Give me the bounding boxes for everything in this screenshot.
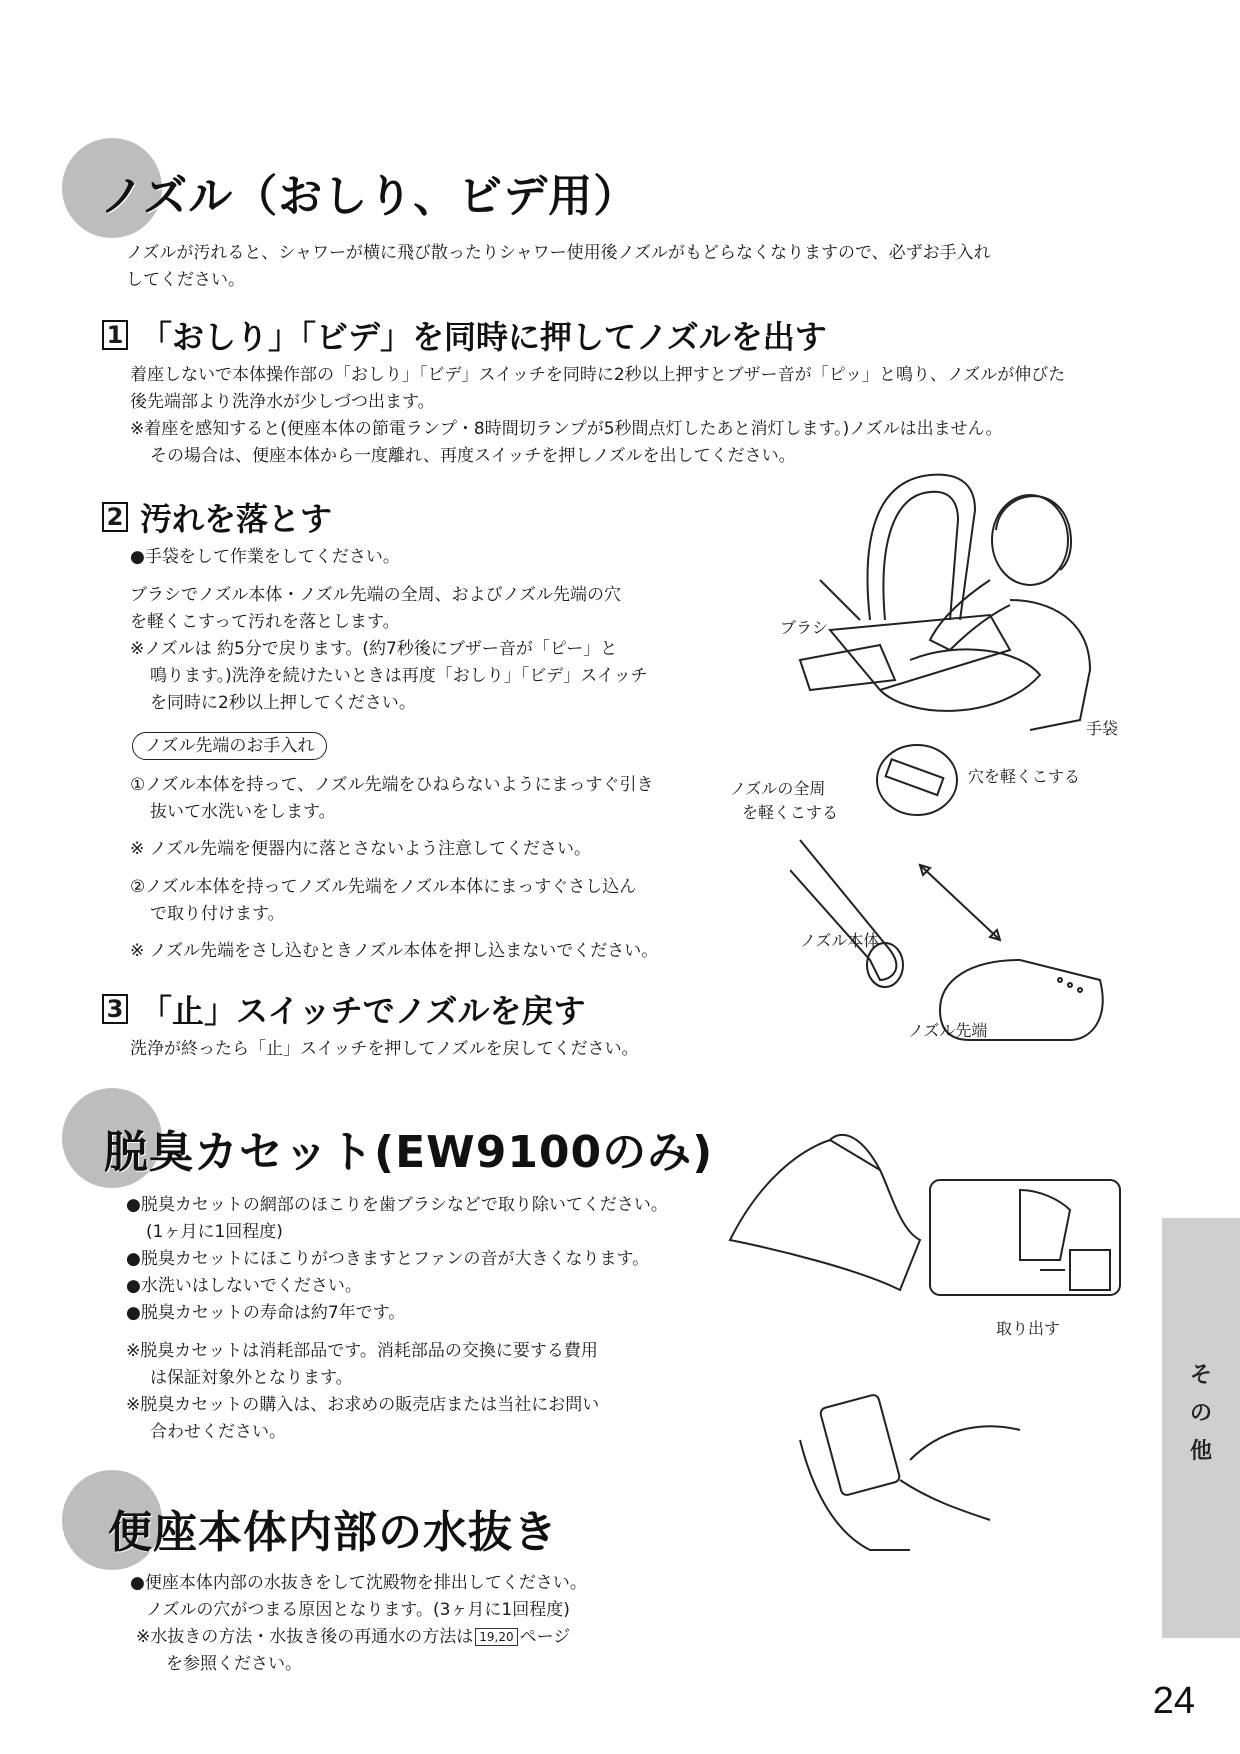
step1-line: ※着座を感知すると(便座本体の節電ランプ・8時間切ランプが5秒間点灯したあと消灯します。)ノズルは出ません。 [130,419,1003,439]
deodorizer-line: (1ヶ月に1回程度) [146,1222,283,1242]
deodorizer-line: ※脱臭カセットは消耗部品です。消耗部品の交換に要する費用 [126,1341,598,1361]
all-around-label-1: ノズルの全周 [730,779,826,798]
step2-line: を同時に2秒以上押してください。 [150,693,416,713]
brush-label: ブラシ [780,618,829,637]
drain-line-2: ノズルの穴がつまる原因となります。(3ヶ月に1回程度) [146,1600,570,1620]
step-number: 1 [102,320,128,350]
side-tab-char: 他 [1189,1439,1212,1464]
care-line: ②ノズル本体を持ってノズル先端をノズル本体にまっすぐさし込ん [130,877,637,897]
care-line: ※ ノズル先端を便器内に落とさないよう注意してください。 [130,839,591,859]
care-line: ①ノズル本体を持って、ノズル先端をひねらないようにまっすぐ引き [130,775,654,795]
step-title: 「おしり」「ビデ」を同時に押してノズルを出す [140,318,827,356]
deodorizer-line: ●脱臭カセットの寿命は約7年です。 [126,1303,406,1323]
step2-line: ブラシでノズル本体・ノズル先端の全周、およびノズル先端の穴 [130,585,621,605]
drain-line-3a: ※水抜きの方法・水抜き後の再通水の方法は [136,1627,474,1647]
step1-line: その場合は、便座本体から一度離れ、再度スイッチを押しノズルを出してください。 [150,446,796,466]
brushing-cassette-illustration [790,1380,1030,1560]
deodorizer-removal-illustration [720,1120,1140,1320]
step2-line: を軽くこすって汚れを落とします。 [130,612,400,632]
step-2-heading [102,494,332,540]
step-number: 3 [102,994,128,1024]
deodorizer-line: 合わせください。 [150,1422,286,1442]
step3-line: 洗浄が終ったら「止」スイッチを押してノズルを戻してください。 [130,1039,639,1059]
side-tab-char: の [1189,1401,1212,1426]
nozzle-tip-care-label: ノズル先端のお手入れ [132,732,327,760]
hole-label: 穴を軽くこする [968,767,1081,786]
intro-line-2: してください。 [126,270,245,290]
section-title-nozzle: ノズル（おしり、ビデ用） [100,171,639,222]
all-around-label-2: を軽くこする [742,803,839,822]
care-line: ※ ノズル先端をさし込むときノズル本体を押し込まないでください。 [130,941,659,961]
step2-line: ※ノズルは 約5分で戻ります。(約7秒後にブザー音が「ピー」と [130,639,618,659]
page-number: 24 [1152,1680,1195,1722]
page-ref: 19,20 [475,1628,517,1646]
care-line: 抜いて水洗いをします。 [150,802,336,822]
drain-line-4: を参照ください。 [166,1654,302,1674]
deodorizer-line: は保証対象外となります。 [150,1368,353,1388]
section-title-deodorizer: 脱臭カセット(EW9100のみ) [104,1127,714,1178]
take-out-label: 取り出す [996,1319,1061,1338]
care-line: で取り付けます。 [150,904,285,924]
step2-line: 鳴ります。)洗浄を続けたいときは再度「おしり」「ビデ」スイッチ [150,666,648,686]
step-3-heading [102,986,585,1032]
step-title: 汚れを落とす [140,500,333,538]
nozzle-tip-label: ノズル先端 [908,1021,988,1040]
step1-line: 後先端部より洗浄水が少しづつ出ます。 [130,392,435,412]
deodorizer-line: ●脱臭カセットにほこりがつきますとファンの音が大きくなります。 [126,1249,650,1269]
deodorizer-line: ※脱臭カセットの購入は、お求めの販売店または当社にお問い [126,1395,600,1415]
glove-label: 手袋 [1086,719,1119,738]
deodorizer-line: ●脱臭カセットの網部のほこりを歯ブラシなどで取り除いてください。 [126,1195,668,1215]
step1-line: 着座しないで本体操作部の「おしり」「ビデ」スイッチを同時に2秒以上押すとブザー音が「ピッ」と鳴り、ノズルが伸びた [130,365,1066,385]
step-number: 2 [102,502,128,532]
step-title: 「止」スイッチでノズルを戻す [140,992,586,1030]
nozzle-body-label: ノズル本体 [800,931,880,950]
side-tab-other [1162,1218,1240,1638]
step2-line: ●手袋をして作業をしてください。 [130,547,400,567]
section-title-drain: 便座本体内部の水抜き [108,1507,558,1558]
nozzle-closeup-circle [872,740,962,820]
deodorizer-line: ●水洗いはしないでください。 [126,1276,362,1296]
drain-line-1: ●便座本体内部の水抜きをして沈殿物を排出してください。 [130,1573,587,1593]
drain-line-3b: ページ [519,1627,571,1647]
intro-line-1: ノズルが汚れると、シャワーが横に飛び散ったりシャワー使用後ノズルがもどらなくなりますので、必ずお手入れ [126,243,991,263]
side-tab-char: そ [1189,1363,1212,1388]
step-1-heading [102,312,827,358]
drain-line-3 [136,1624,570,1651]
